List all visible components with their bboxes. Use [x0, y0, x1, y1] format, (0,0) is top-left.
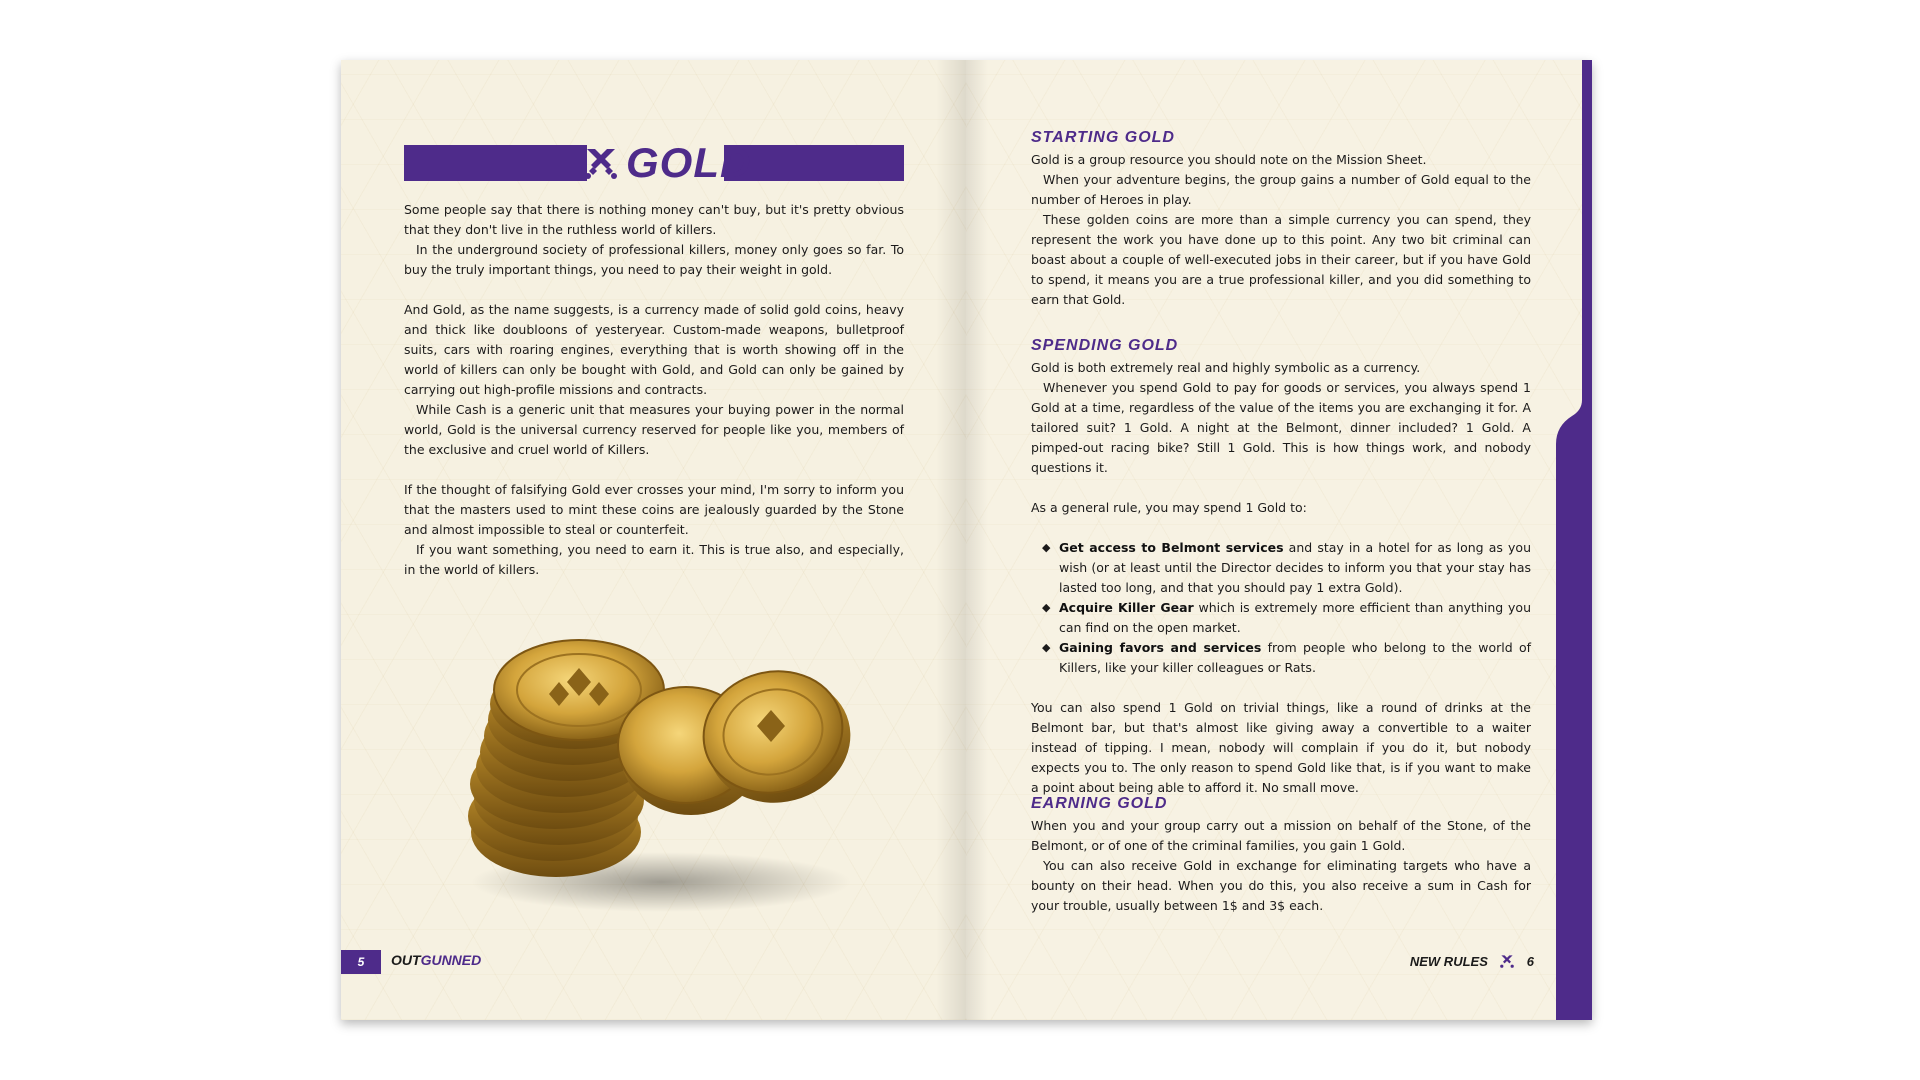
paragraph: As a general rule, you may spend 1 Gold to: — [1031, 500, 1307, 515]
gutter-shadow — [936, 60, 966, 1020]
section-earning-gold — [1031, 794, 1531, 916]
paragraph: Gold is both extremely real and highly symbolic as a currency. — [1031, 360, 1421, 375]
chapter-title-bar — [404, 139, 904, 186]
gold-coins-illustration — [441, 620, 881, 920]
section-starting-gold — [1031, 128, 1531, 310]
left-body — [404, 200, 904, 580]
list-item — [1042, 598, 1531, 638]
bullet-text: from people who belong to the world of Killers, like your killer colleagues or Rats. — [1059, 640, 1532, 675]
left-page — [341, 60, 966, 1020]
page-number: 6 — [1526, 954, 1534, 969]
section-title: SPENDING GOLD — [1031, 337, 1179, 354]
paragraph: You can also receive Gold in exchange for eliminating targets who have a bounty on their head. When you do this, you also receive a sum in Cash for your trouble, usually between 1$ and 3$ each. — [1031, 858, 1531, 913]
crossed-daggers-icon — [581, 143, 621, 183]
paragraph: If the thought of falsifying Gold ever crosses your mind, I'm sorry to inform you that the masters used to mint these coins are jealously guarded by the Stone and almost impossible to steal or counterfeit. — [404, 482, 904, 537]
book-spread — [341, 60, 1592, 1020]
paragraph: In the underground society of professional killers, money only goes so far. To buy the truly important things, you need to pay their weight in gold. — [404, 242, 904, 277]
paragraph: You can also spend 1 Gold on trivial things, like a round of drinks at the Belmont bar, but that's almost like giving away a convertible to a waiter instead of tipping. I mean, nobody will complain if you do it, but nobody expects you to. The only reason to spend Gold like that, is if you want to make a point about being able to afford it. No small move. — [1031, 700, 1531, 795]
paragraph: If you want something, you need to earn it. This is true also, and especially, in the world of killers. — [404, 542, 904, 577]
page-footer-right — [1410, 953, 1534, 973]
bullet-text: which is extremely more efficient than anything you can find on the open market. — [1059, 600, 1531, 635]
diamond-bullet-icon: ◆ — [1042, 541, 1051, 554]
paragraph: Some people say that there is nothing money can't buy, but it's pretty obvious that they don't live in the ruthless world of killers. — [404, 202, 904, 237]
section-spending-gold — [1031, 336, 1531, 798]
paragraph: When you and your group carry out a mission on behalf of the Stone, of the Belmont, or of one of the criminal families, you gain 1 Gold. — [1031, 818, 1531, 853]
spend-options-list — [1031, 538, 1531, 678]
bullet-text: and stay in a hotel for as long as you wish (or at least until the Director decides to inform you that your stay has lasted too long, and that you should pay 1 extra Gold). — [1059, 540, 1531, 595]
page-footer-left — [341, 950, 541, 974]
paragraph: These golden coins are more than a simple currency you can spend, they represent the work you have done up to this point. Any two bit criminal can boast about a couple of well-executed jobs in their career, but if you have Gold to spend, it means you are a true professional killer, and you did something to earn that Gold. — [1031, 212, 1531, 307]
paragraph: While Cash is a generic unit that measures your buying power in the normal world, Gold is the universal currency reserved for people like you, members of the exclusive and cruel world of Killers. — [404, 402, 904, 457]
section-title: STARTING GOLD — [1031, 129, 1175, 146]
list-item — [1042, 638, 1532, 678]
bullet-term: Gaining favors and services — [1059, 640, 1262, 655]
footer-chapter-label: NEW RULES — [1409, 954, 1488, 969]
gutter-shadow — [966, 60, 988, 1020]
chapter-title: GOLD — [626, 139, 752, 186]
bullet-term: Get access to Belmont services — [1059, 540, 1284, 555]
paragraph: When your adventure begins, the group gains a number of Gold equal to the number of Heroes in play. — [1031, 172, 1531, 207]
title-bar-left-band — [404, 145, 587, 181]
page-number: 5 — [341, 950, 381, 974]
brand-part-2: GUNNED — [420, 952, 482, 968]
list-item — [1042, 538, 1531, 598]
paragraph: Whenever you spend Gold to pay for goods or services, you always spend 1 Gold at a time, regardless of the value of the items you are exchanging it for. A tailored suit? 1 Gold. A night at the Belmont, dinner included? 1 Gold. A pimped-out racing bike? Still 1 Gold. This is how things work, and nobody questions it. — [1031, 380, 1531, 475]
paragraph: Gold is a group resource you should note on the Mission Sheet. — [1031, 152, 1427, 167]
bullet-term: Acquire Killer Gear — [1059, 600, 1194, 615]
brand-logo — [391, 952, 481, 968]
diamond-bullet-icon: ◆ — [1042, 601, 1051, 614]
diamond-bullet-icon: ◆ — [1042, 641, 1051, 654]
brand-part-1: OUT — [391, 952, 421, 968]
right-page — [966, 60, 1592, 1020]
paragraph: And Gold, as the name suggests, is a currency made of solid gold coins, heavy and thick like doubloons of yesteryear. Custom-made weapons, bulletproof suits, cars with roaring engines, everything that is worth showing off in the world of killers can only be bought with Gold, and Gold can only be gained by carrying out high-profile missions and contracts. — [404, 302, 904, 397]
section-title: EARNING GOLD — [1031, 795, 1168, 812]
crossed-daggers-icon — [1498, 953, 1516, 969]
purple-side-strip — [1550, 60, 1592, 1020]
